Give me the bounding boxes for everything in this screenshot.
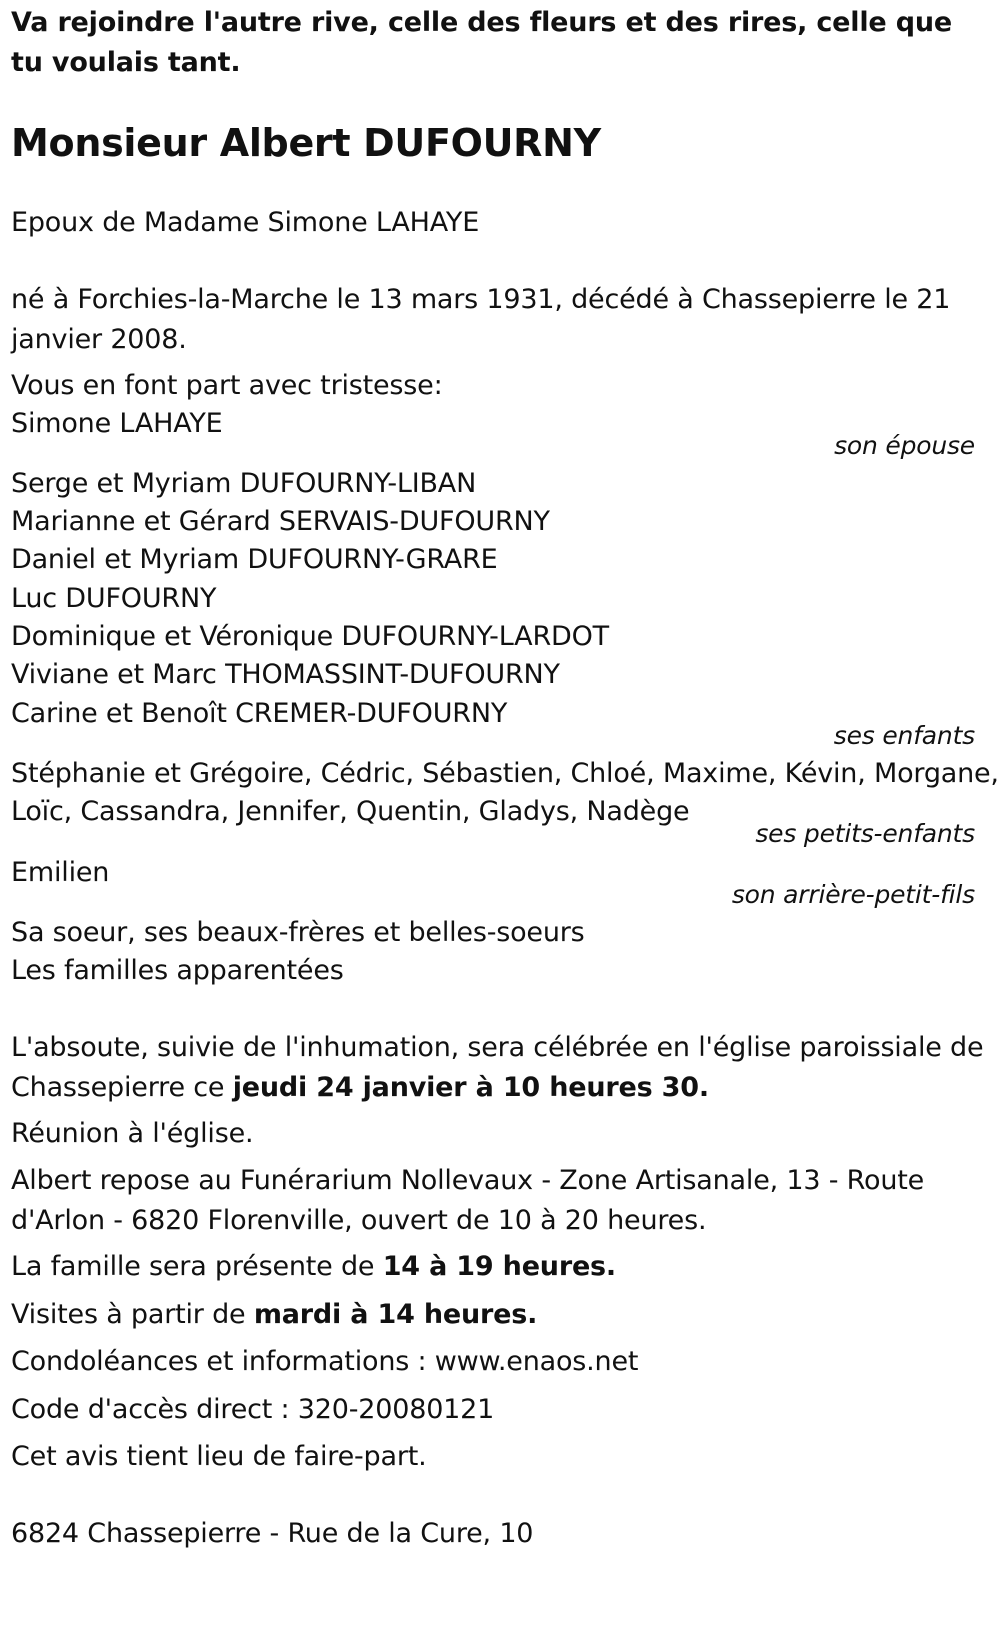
visits-when: mardi à 14 heures. [253, 1299, 538, 1330]
child-name: Daniel et Myriam DUFOURNY-GRARE [11, 544, 498, 575]
relatives-line: Les familles apparentées [11, 955, 344, 986]
siblings-line: Sa soeur, ses beaux-frères et belles-soeurs [11, 917, 585, 948]
child-name: Viviane et Marc THOMASSINT-DUFOURNY [11, 659, 560, 690]
ceremony-paragraph [11, 1028, 986, 1108]
spouse-line: Epoux de Madame Simone LAHAYE [11, 207, 480, 238]
condolences-line: Condoléances et informations : www.enaos.net [11, 1346, 639, 1377]
grandchildren-line: Stéphanie et Grégoire, Cédric, Sébastien, Chloé, Maxime, Kévin, Morgane, [11, 758, 999, 789]
grandchildren-line: Loïc, Cassandra, Jennifer, Quentin, Gladys, Nadège [11, 796, 690, 827]
access-code-line: Code d'accès direct : 320-20080121 [11, 1394, 495, 1425]
funerarium-paragraph: Albert repose au Funérarium Nollevaux - Zone Artisanale, 13 - Route d'Arlon - 6820 Florenville, ouvert de 10 à 20 heures. [11, 1165, 925, 1236]
child-name: Serge et Myriam DUFOURNY-LIBAN [11, 468, 477, 499]
child-name: Marianne et Gérard SERVAIS-DUFOURNY [11, 506, 550, 537]
deceased-name: Monsieur Albert DUFOURNY [11, 121, 601, 165]
great-grandchild-name: Emilien [11, 857, 110, 888]
child-name: Carine et Benoît CREMER-DUFOURNY [11, 698, 508, 729]
child-name: Luc DUFOURNY [11, 583, 217, 614]
meeting-line: Réunion à l'église. [11, 1118, 254, 1149]
children-role: ses enfants [833, 721, 975, 750]
family-presence-hours: 14 à 19 heures. [382, 1251, 616, 1282]
spouse-role: son épouse [834, 431, 975, 460]
visits-line [11, 1295, 537, 1335]
ceremony-date: jeudi 24 janvier à 10 heures 30. [232, 1072, 709, 1103]
announce-line: Vous en font part avec tristesse: [11, 370, 443, 401]
birth-death-line: né à Forchies-la-Marche le 13 mars 1931, décédé à Chassepierre le 21 janvier 2008. [11, 284, 951, 355]
spouse-name: Simone LAHAYE [11, 408, 223, 439]
great-grandchild-role: son arrière-petit-fils [731, 880, 975, 909]
visits-text: Visites à partir de [11, 1299, 254, 1330]
notice-line: Cet avis tient lieu de faire-part. [11, 1441, 427, 1472]
family-presence-line [11, 1247, 616, 1287]
ceremony-text: L'absoute, suivie de l'inhumation, sera célébrée en l'église paroissiale de Chassepierre ce [11, 1032, 984, 1103]
grandchildren-role: ses petits-enfants [755, 819, 975, 848]
epitaph-quote: Va rejoindre l'autre rive, celle des fleurs et des rires, celle que tu voulais tant. [11, 7, 952, 78]
child-name: Dominique et Véronique DUFOURNY-LARDOT [11, 621, 609, 652]
address-line: 6824 Chassepierre - Rue de la Cure, 10 [11, 1518, 534, 1549]
family-presence-text: La famille sera présente de [11, 1251, 383, 1282]
